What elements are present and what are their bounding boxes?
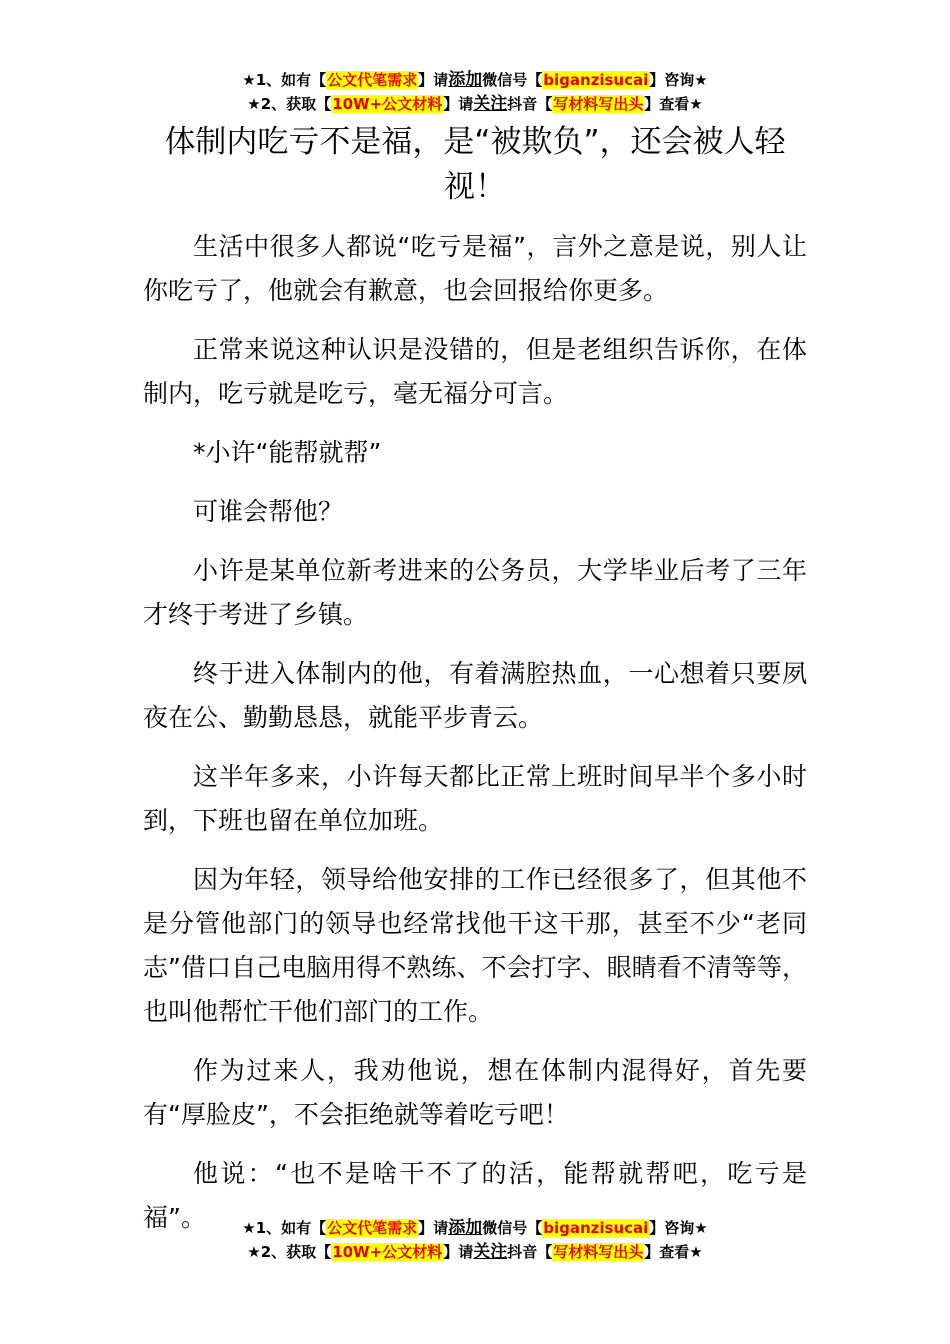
paragraph: 因为年轻，领导给他安排的工作已经很多了，但其他不是分管他部门的领导也经常找他干这干那，甚至不少“老同志”借口自己电脑用得不熟练、不会打字、眼睛看不清等等，也叫他帮忙干他们部门的工作。 [143,865,807,1026]
promo-suffix: 】咨询★ [649,71,708,89]
paragraph: 正常来说这种认识是没错的，但是老组织告诉你，在体制内，吃亏就是吃亏，毫无福分可言。 [143,335,807,408]
promo-prefix: ★2、获取【 [247,95,332,113]
section-heading: *小许“能帮就帮” [193,438,382,467]
promo-highlight-materials: 10W+公文材料 [332,1243,443,1261]
promo-text: 】请 [443,1243,474,1261]
promo-emphasis: 关注 [473,1242,508,1262]
footer-promo [0,1216,950,1264]
promo-line-1 [0,68,950,92]
promo-text: 抖音【 [507,1243,553,1261]
promo-text: 抖音【 [507,95,553,113]
paragraph: 这半年多来，小许每天都比正常上班时间早半个多小时到，下班也留在单位加班。 [143,762,807,835]
promo-text: 】请 [418,71,449,89]
promo-prefix: ★1、如有【 [242,71,327,89]
promo-suffix: 】咨询★ [649,1219,708,1237]
paragraph: 可谁会帮他？ [193,497,344,526]
promo-text: 】请 [418,1219,449,1237]
promo-highlight-wechat-id: biganzisucai [543,71,649,89]
promo-highlight-wechat-id: biganzisucai [543,1219,649,1237]
promo-emphasis: 关注 [473,94,508,114]
promo-line-2 [0,92,950,116]
promo-suffix: 】查看★ [644,95,703,113]
promo-text: 微信号【 [482,1219,543,1237]
promo-prefix: ★1、如有【 [242,1219,327,1237]
promo-suffix: 】查看★ [644,1243,703,1261]
promo-text: 微信号【 [482,71,543,89]
header-promo [0,68,950,116]
paragraph: 他说：“也不是啥干不了的活，能帮就帮吧，吃亏是福”。 [143,1159,807,1232]
promo-text: 】请 [443,95,474,113]
paragraph: 小许是某单位新考进来的公务员，大学毕业后考了三年才终于考进了乡镇。 [143,556,807,629]
promo-emphasis: 添加 [448,70,483,90]
promo-highlight-douyin-id: 写材料写出头 [553,1243,644,1261]
article-title: 体制内吃亏不是福，是“被欺负”，还会被人轻视！ [164,124,786,205]
promo-highlight-service: 公文代笔需求 [327,1219,418,1237]
paragraph: 生活中很多人都说“吃亏是福”，言外之意是说，别人让你吃亏了，他就会有歉意，也会回报给你更多。 [143,232,807,305]
promo-emphasis: 添加 [448,1218,483,1238]
promo-line-1 [0,1216,950,1240]
paragraph: 作为过来人，我劝他说，想在体制内混得好，首先要有“厚脸皮”，不会拒绝就等着吃亏吧！ [143,1056,807,1129]
promo-prefix: ★2、获取【 [247,1243,332,1261]
promo-highlight-douyin-id: 写材料写出头 [553,95,644,113]
promo-highlight-materials: 10W+公文材料 [332,95,443,113]
promo-line-2 [0,1240,950,1264]
article-body [143,225,807,1255]
paragraph: 终于进入体制内的他，有着满腔热血，一心想着只要夙夜在公、勤勤恳恳，就能平步青云。 [143,659,807,732]
promo-highlight-service: 公文代笔需求 [327,71,418,89]
